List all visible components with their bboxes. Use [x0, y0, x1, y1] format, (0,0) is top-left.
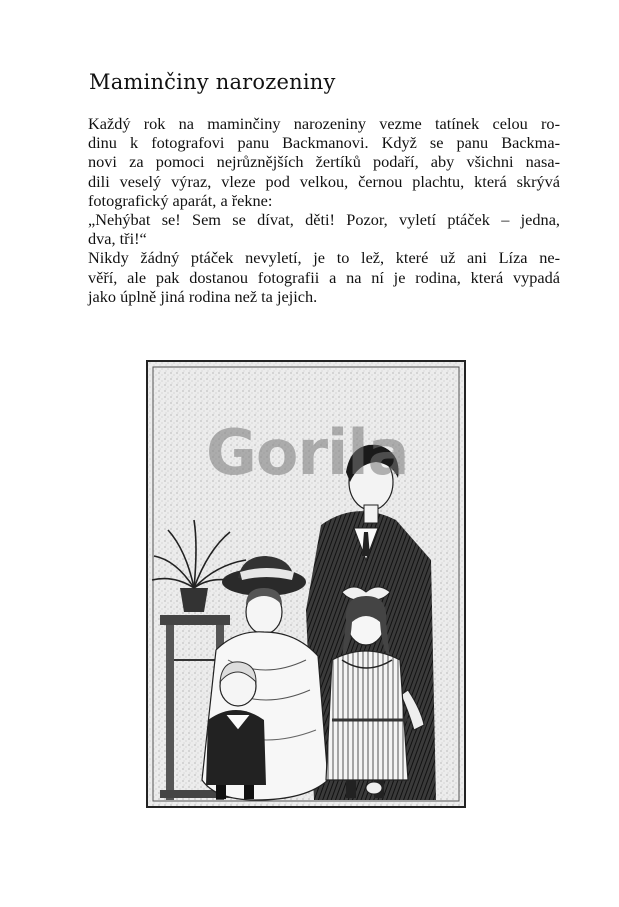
text-line: novi za pomoci nejrůznějších žertíků podaří, aby všichni nasa- [88, 152, 560, 172]
family-portrait-illustration [146, 360, 466, 808]
text-line: Nikdy žádný ptáček nevyletí, je to lež, které už ani Líza ne- [88, 248, 560, 268]
text-line: Každý rok na maminčiny narozeniny vezme tatínek celou ro- [88, 114, 560, 133]
story-paragraph [88, 114, 560, 306]
page-title: Maminčiny narozeniny [89, 70, 336, 94]
text-line: fotografický aparát, a řekne: [88, 190, 273, 210]
watermark: Gorila [206, 416, 409, 489]
text-line: dili veselý výraz, vleze pod velkou, černou plachtu, která skrývá [88, 171, 560, 191]
text-line: věří, ale pak dostanou fotografii a na ní je rodina, která vypadá [88, 267, 560, 287]
text-line: jako úplně jiná rodina než ta jejich. [88, 286, 318, 306]
text-line: „Nehýbat se! Sem se dívat, děti! Pozor, vyletí ptáček – jedna, [88, 210, 560, 230]
text-line: dva, tři!“ [88, 229, 147, 249]
text-line: dinu k fotografovi panu Backmanovi. Když se panu Backma- [88, 133, 560, 153]
